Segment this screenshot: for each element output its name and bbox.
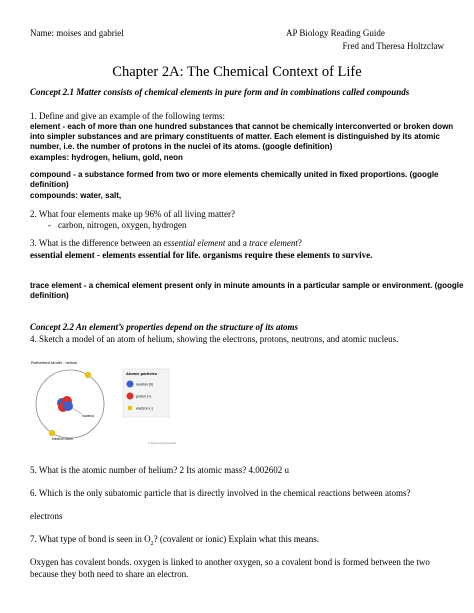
legend-electron-label: electron (-)	[136, 406, 153, 411]
compound-definition-line-2: definition)	[30, 180, 69, 189]
legend-electron-swatch	[128, 406, 133, 411]
question-7-answer-line-2: because they both need to share an electron.	[30, 569, 189, 579]
question-3	[30, 238, 302, 249]
compound-definition-line-1: compound - a substance formed from two or more elements chemically united in fixed proportions. (google	[30, 170, 439, 179]
question-7-text-start: 7. What type of bond is seen in O	[30, 534, 151, 544]
trace-element-answer-line-2: definition)	[30, 291, 69, 300]
legend-neutron-label: neutron (0)	[136, 382, 154, 387]
legend-proton-swatch	[127, 393, 134, 400]
concept-2-1-heading: Concept 2.1 Matter consists of chemical elements in pure form and in combinations called compounds	[30, 87, 410, 97]
question-3-essential-term: essential element	[163, 238, 226, 248]
question-6-answer: electrons	[30, 511, 63, 521]
page-title: Chapter 2A: The Chemical Context of Life	[112, 64, 362, 80]
element-examples: examples: hydrogen, helium, gold, neon	[30, 153, 183, 162]
essential-element-answer: essential element - elements essential for life. organisms require these elements to survive.	[30, 250, 373, 260]
question-5: 5. What is the atomic number of helium? 2 Its atomic mass? 4.002602 u	[30, 465, 290, 475]
diagram-title: Rutherford Model - helium	[31, 360, 78, 365]
legend-proton-label: proton (+)	[136, 394, 152, 399]
question-7-answer-line-1: Oxygen has covalent bonds. oxygen is linked to another oxygen, so a covalent bond is formed between the two	[30, 557, 430, 567]
element-definition-line-2: into simpler substances and are primary constituents of matter. Each element is distinguished by its atomic	[30, 132, 440, 141]
bullet-dash: -	[48, 220, 51, 230]
authors: Fred and Theresa Holtzclaw	[342, 41, 444, 51]
nucleus-label: nucleus	[82, 414, 95, 418]
question-7	[30, 534, 319, 550]
student-name: Name: moises and gabriel	[30, 28, 124, 38]
question-6: 6. Which is the only subatomic particle that is directly involved in the chemical reactions between atoms?	[30, 488, 411, 498]
question-2-answer	[48, 220, 186, 231]
legend-title: Atomic particles	[126, 371, 158, 376]
element-definition-line-3: number, i.e. the number of protons in the nuclei of its atoms. (google definition)	[30, 142, 333, 151]
concept-2-2-heading: Concept 2.2 An element’s properties depend on the structure of its atoms	[30, 322, 299, 332]
question-3-text-mid: and a	[225, 238, 250, 248]
electron-shell-label: electron shell	[52, 437, 73, 441]
element-definition-line-1: element - each of more than one hundred substances that cannot be chemically interconverted or broken down	[30, 122, 454, 131]
trace-element-answer-line-1: trace element - a chemical element present only in minute amounts in a particular sample or environment. (google	[30, 281, 464, 290]
helium-atom-diagram	[30, 358, 182, 446]
compound-examples: compounds: water, salt,	[30, 191, 122, 200]
question-1: 1. Define and give an example of the following terms:	[30, 111, 225, 121]
question-3-text-start: 3. What is the difference between an	[30, 238, 164, 248]
electron-particle	[49, 430, 55, 436]
question-2: 2. What four elements make up 96% of all living matter?	[30, 209, 236, 219]
guide-title: AP Biology Reading Guide	[286, 28, 385, 38]
neutron-particle	[63, 401, 73, 411]
question-4: 4. Sketch a model of an atom of helium, showing the electrons, protons, neutrons, and atomic nucleus.	[30, 334, 399, 344]
question-7-subscript: 2	[150, 540, 154, 547]
question-7-text-end: ? (covalent or ionic) Explain what this means.	[153, 534, 320, 544]
question-2-answer-text: carbon, nitrogen, oxygen, hydrogen	[58, 220, 187, 230]
question-3-text-end: ?	[297, 238, 302, 248]
diagram-credit: © Science Encyclopedia	[148, 442, 177, 445]
electron-particle	[85, 372, 91, 378]
question-3-trace-term: trace element	[249, 238, 298, 248]
legend-neutron-swatch	[127, 381, 134, 388]
